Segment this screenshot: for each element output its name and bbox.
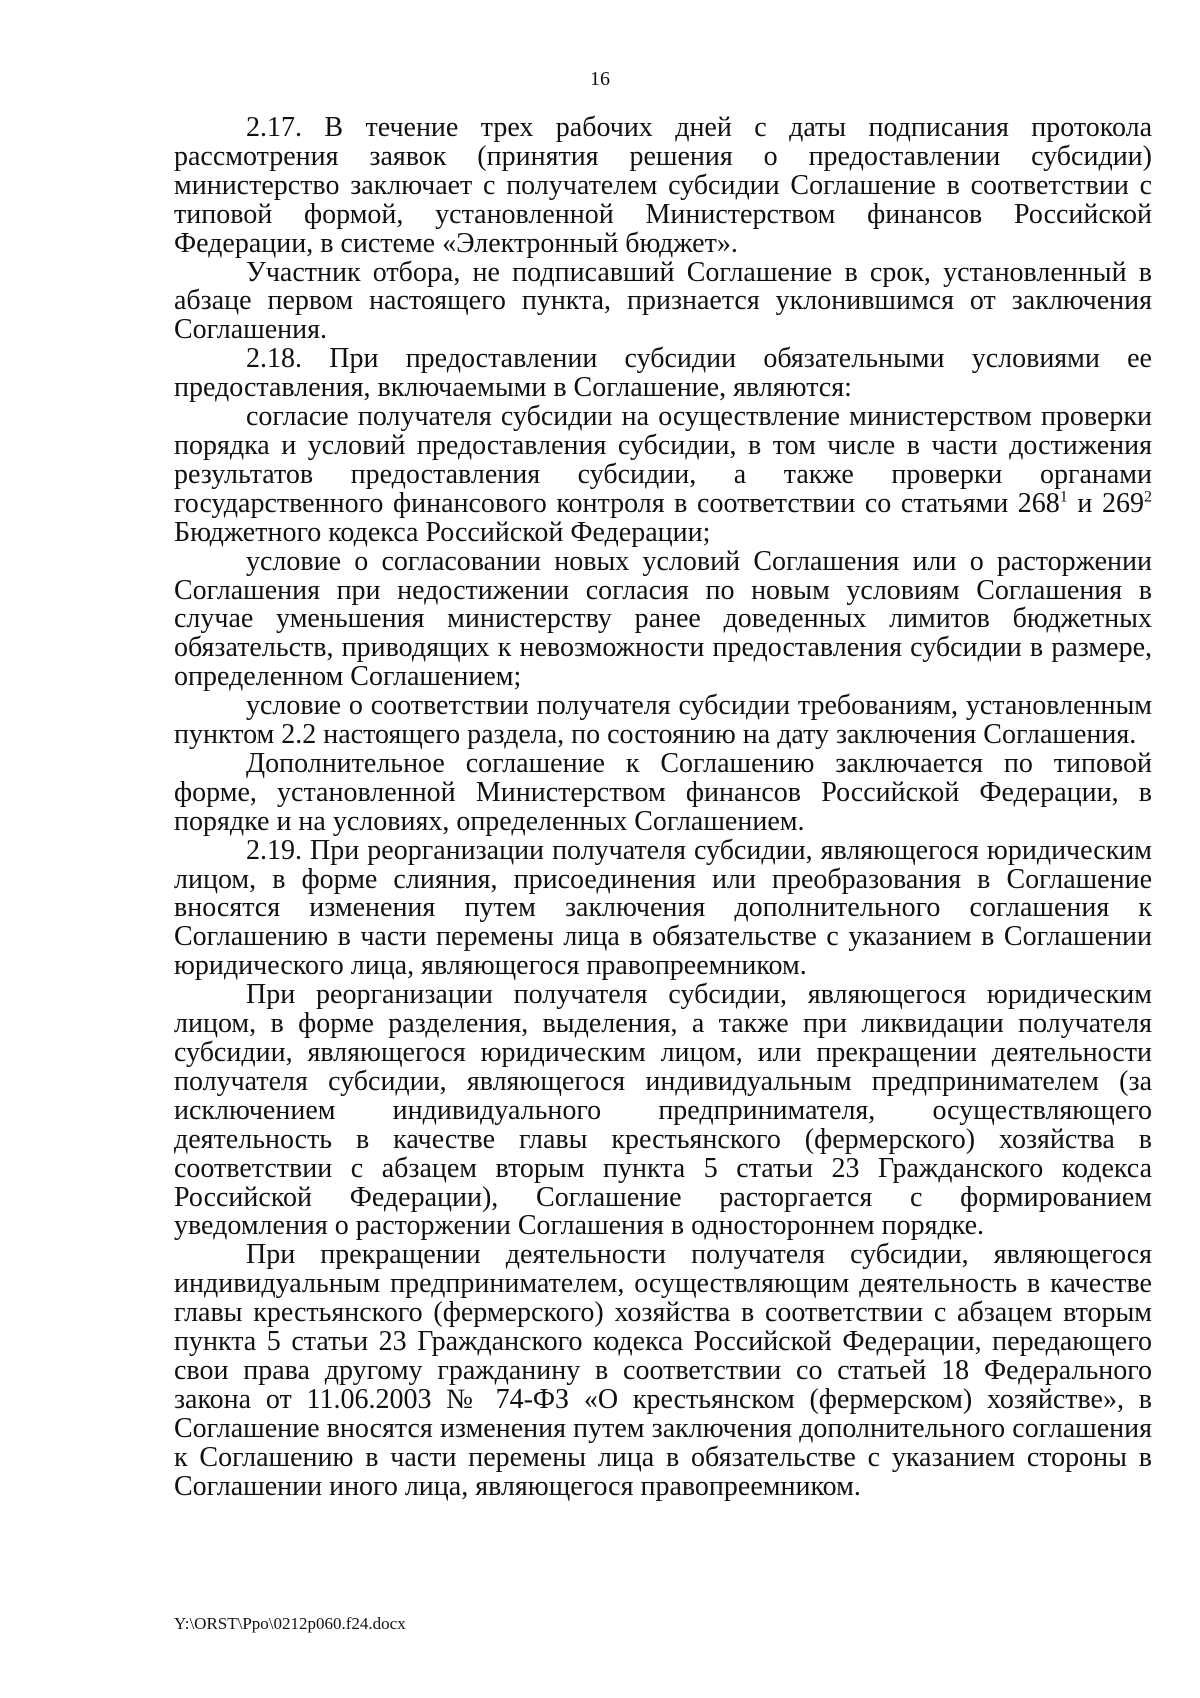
file-path-footer: Y:\ORST\Ppo\0212p060.f24.docx (174, 1614, 406, 1633)
document-body (174, 114, 1152, 1502)
page-number: 16 (590, 68, 610, 90)
consent-text-before: согласие получателя субсидии на осуществление министерством проверки порядка и условий предоставления субсидии, в том числе в части достижения результатов предоставления субсидии, а также проверки органами государственного финансового контроля в соответствии со статьями 268 (174, 401, 1152, 519)
paragraph-compliance-condition: условие о соответствии получателя субсидии требованиям, установленным пунктом 2.2 настоящего раздела, по состоянию на дату заключения Соглашения. (174, 690, 1152, 751)
consent-text-after: Бюджетного кодекса Российской Федерации; (174, 516, 711, 548)
paragraph-2-18: 2.18. При предоставлении субсидии обязательными условиями ее предоставления, включаемыми в Соглашение, являются: (174, 343, 1152, 404)
paragraph-coordination-condition: условие о согласовании новых условий Соглашения или о расторжении Соглашения при недостижении согласия по новым условиям Соглашения в случае уменьшения министерству ранее доведенных лимитов бюджетных обязательств, приводящих к невозможности предоставления субсидии в размере, определенном Соглашением; (174, 545, 1152, 693)
superscript-2: 2 (1144, 488, 1153, 506)
paragraph-non-signing: Участник отбора, не подписавший Соглашение в срок, установленный в абзаце первом настоящего пункта, признается уклонившимся от заключения Соглашения. (174, 256, 1152, 346)
paragraph-consent-condition (174, 403, 1152, 548)
paragraph-2-17: 2.17. В течение трех рабочих дней с даты подписания протокола рассмотрения заявок (принятия решения о предоставлении субсидии) министерство заключает с получателем субсидии Соглашение в соответствии с типовой формой, установленной Министерством финансов Российской Федерации, в системе «Электронный бюджет». (174, 112, 1152, 259)
superscript-1: 1 (1059, 488, 1068, 506)
paragraph-2-19: 2.19. При реорганизации получателя субсидии, являющегося юридическим лицом, в форме слияния, присоединения или преобразования в Соглашение вносятся изменения путем заключения дополнительного соглашения к Соглашению в части перемены лица в обязательстве с указанием в Соглашении юридического лица, являющегося правопреемником. (174, 834, 1152, 982)
consent-text-middle: и 269 (1067, 487, 1145, 519)
paragraph-termination: При прекращении деятельности получателя субсидии, являющегося индивидуальным предпринимателем, осуществляющим деятельность в качестве главы крестьянского (фермерского) хозяйства в соответствии с абзацем вторым пункта 5 статьи 23 Гражданского кодекса Российской Федерации, передающего свои права другому гражданину в соответствии со статьей 18 Федерального закона от 11.06.2003 № 74-ФЗ «О крестьянском (фермерском) хозяйстве», в Соглашение вносятся изменения путем заключения дополнительного соглашения к Соглашению в части перемены лица в обязательстве с указанием стороны в Соглашении иного лица, являющегося правопреемником. (174, 1239, 1152, 1502)
paragraph-additional-agreement: Дополнительное соглашение к Соглашению заключается по типовой форме, установленной Министерством финансов Российской Федерации, в порядке и на условиях, определенных Соглашением. (174, 747, 1152, 837)
paragraph-reorganization: При реорганизации получателя субсидии, являющегося юридическим лицом, в форме разделения, выделения, а также при ликвидации получателя субсидии, являющегося юридическим лицом, или прекращении деятельности получателя субсидии, являющегося индивидуальным предпринимателем (за исключением индивидуального предпринимателя, осуществляющего деятельность в качестве главы крестьянского (фермерского) хозяйства в соответствии с абзацем вторым пункта 5 статьи 23 Гражданского кодекса Российской Федерации), Соглашение расторгается с формированием уведомления о расторжении Соглашения в одностороннем порядке. (174, 979, 1152, 1242)
